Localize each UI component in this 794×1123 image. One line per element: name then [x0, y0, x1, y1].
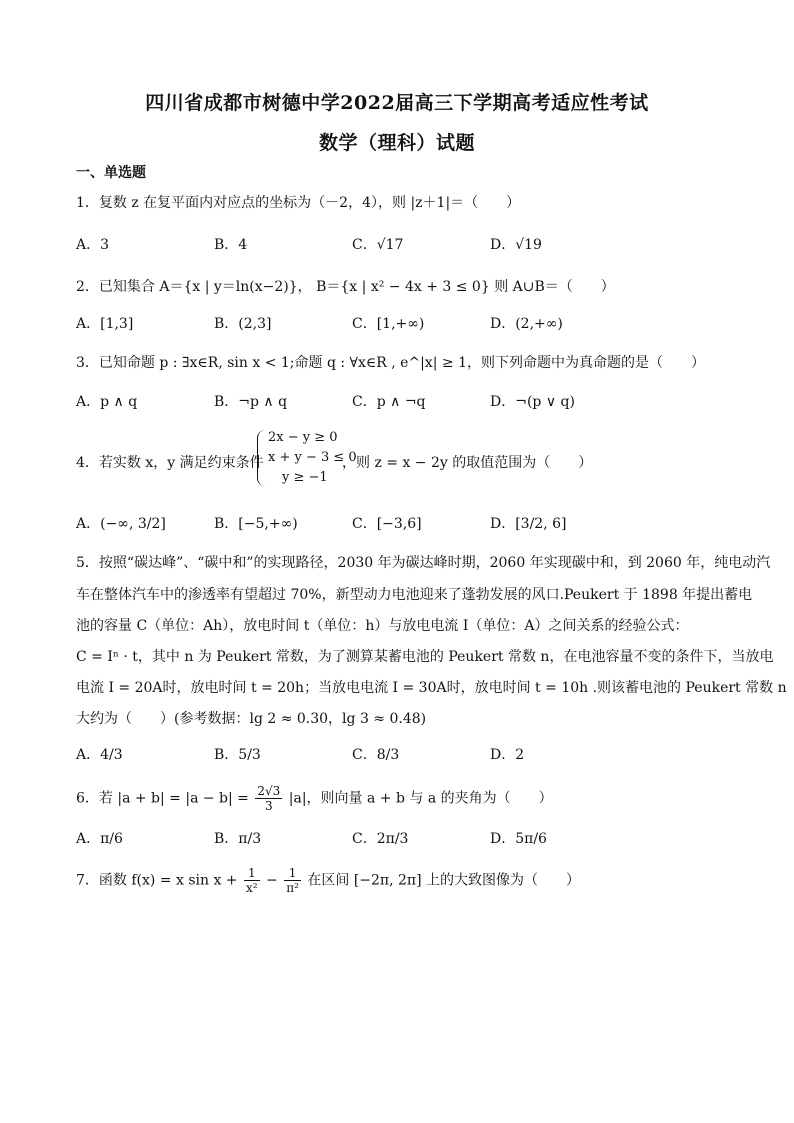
- q4-option-b: B．[−5,+∞): [214, 516, 298, 532]
- question-2-options: [76, 313, 716, 343]
- constraint-1: 2x − y ≥ 0: [268, 430, 338, 445]
- q3-option-d: D．¬(p ∨ q): [490, 394, 575, 410]
- q6-option-a: A．π/6: [76, 831, 123, 847]
- section-heading: 一、单选题: [76, 165, 146, 181]
- question-4-options: [76, 513, 716, 543]
- q3-option-c: C．p ∧ ¬q: [352, 394, 426, 410]
- q6-fraction: [255, 784, 282, 813]
- q7-fraction-2-numerator: 1: [284, 866, 301, 881]
- question-5-line-4: C = Iⁿ · t，其中 n 为 Peukert 常数，为了测算某蓄电池的 Peukert 常数 n，在电池容量不变的条件下，当放电: [76, 649, 774, 665]
- question-5-line-1: 5．按照“碳达峰”、“碳中和”的实现路径，2030 年为碳达峰时期，2060 年实现碳中和，到 2060 年，纯电动汽: [76, 555, 771, 571]
- q7-minus-sign: −: [266, 872, 278, 889]
- q7-text-post: 在区间 [−2π, 2π] 上的大致图像为（ ）: [307, 872, 581, 889]
- question-5-line-6: 大约为（ ）(参考数据：lg 2 ≈ 0.30，lg 3 ≈ 0.48): [76, 711, 427, 727]
- question-5-line-2: 车在整体汽车中的渗透率有望超过 70%，新型动力电池迎来了蓬勃发展的风口.Peukert 于 1898 年提出蓄电: [76, 587, 753, 603]
- q5-option-c: C．8/3: [352, 747, 400, 763]
- exam-subtitle: 数学（理科）试题: [318, 132, 475, 154]
- q7-fraction-2-denominator: π²: [286, 881, 299, 895]
- question-6-options: [76, 828, 716, 858]
- q3-option-b: B．¬p ∧ q: [214, 394, 288, 410]
- q2-option-a: A．[1,3]: [76, 316, 134, 332]
- q5-option-a: A．4/3: [76, 747, 123, 763]
- q6-text-pre: 6．若 |a + b| = |a − b| =: [76, 790, 249, 807]
- question-5-line-5: 电流 I = 20A时，放电时间 t = 20h；当放电电流 I = 30A时，放电时间 t = 10h .则该蓄电池的 Peukert 常数 n: [76, 680, 787, 696]
- question-1-options: [76, 234, 716, 264]
- question-5-options: [76, 744, 716, 774]
- q5-option-d: D．2: [490, 747, 525, 763]
- q1-option-a: A．3: [76, 237, 110, 253]
- q3-option-a: A．p ∧ q: [76, 394, 138, 410]
- question-7-text: [76, 866, 580, 895]
- q6-option-d: D．5π/6: [490, 831, 547, 847]
- q7-fraction-1: [244, 866, 260, 895]
- q5-option-b: B．5/3: [214, 747, 261, 763]
- q7-text-pre: 7．函数 f(x) = x sin x +: [76, 872, 238, 889]
- q7-fraction-2: [284, 866, 301, 895]
- q7-fraction-1-numerator: 1: [244, 866, 260, 881]
- question-1-text: 1．复数 z 在复平面内对应点的坐标为（－2，4），则 |z＋1|＝（ ）: [76, 195, 521, 211]
- question-3-text: 3．已知命题 p : ∃x∈R, sin x < 1;命题 q : ∀x∈R , e^|x| ≥ 1，则下列命题中为真命题的是（ ）: [76, 355, 706, 371]
- question-5-line-3: 池的容量 C（单位：Ah），放电时间 t（单位：h）与放电电流 I（单位：A）之间关系的经验公式：: [76, 618, 689, 634]
- q2-option-d: D．(2,+∞): [490, 316, 563, 332]
- q4-option-c: C．[−3,6]: [352, 516, 422, 532]
- q2-option-c: C．[1,+∞): [352, 316, 425, 332]
- q1-option-d: D．√19: [490, 237, 542, 253]
- question-3-options: [76, 391, 716, 421]
- constraint-3: y ≥ −1: [282, 470, 328, 485]
- question-4-prefix: 4．若实数 x，y 满足约束条件: [76, 455, 264, 471]
- exam-title: 四川省成都市树德中学2022届高三下学期高考适应性考试: [145, 92, 649, 114]
- q7-fraction-1-denominator: x²: [246, 881, 258, 895]
- q4-option-d: D．[3/2, 6]: [490, 516, 567, 532]
- q6-fraction-numerator: 2√3: [257, 784, 281, 798]
- question-6-text: [76, 784, 553, 813]
- q6-fraction-denominator: 3: [265, 799, 273, 813]
- constraint-2: x + y − 3 ≤ 0: [268, 450, 357, 465]
- q1-option-c: C．√17: [352, 237, 404, 253]
- q6-text-post: |a|，则向量 a + b 与 a 的夹角为（ ）: [288, 790, 553, 807]
- constraint-brace: [257, 430, 266, 486]
- q1-option-b: B．4: [214, 237, 248, 253]
- q2-option-b: B．(2,3]: [214, 316, 272, 332]
- q6-option-c: C．2π/3: [352, 831, 409, 847]
- question-2-text: 2．已知集合 A＝{x | y＝ln(x−2)}， B＝{x | x² − 4x + 3 ≤ 0} 则 A∪B＝（ ）: [76, 279, 615, 295]
- q4-option-a: A．(−∞, 3/2]: [76, 516, 166, 532]
- question-4-suffix: ，则 z = x − 2y 的取值范围为（ ）: [342, 455, 593, 471]
- q6-option-b: B．π/3: [214, 831, 262, 847]
